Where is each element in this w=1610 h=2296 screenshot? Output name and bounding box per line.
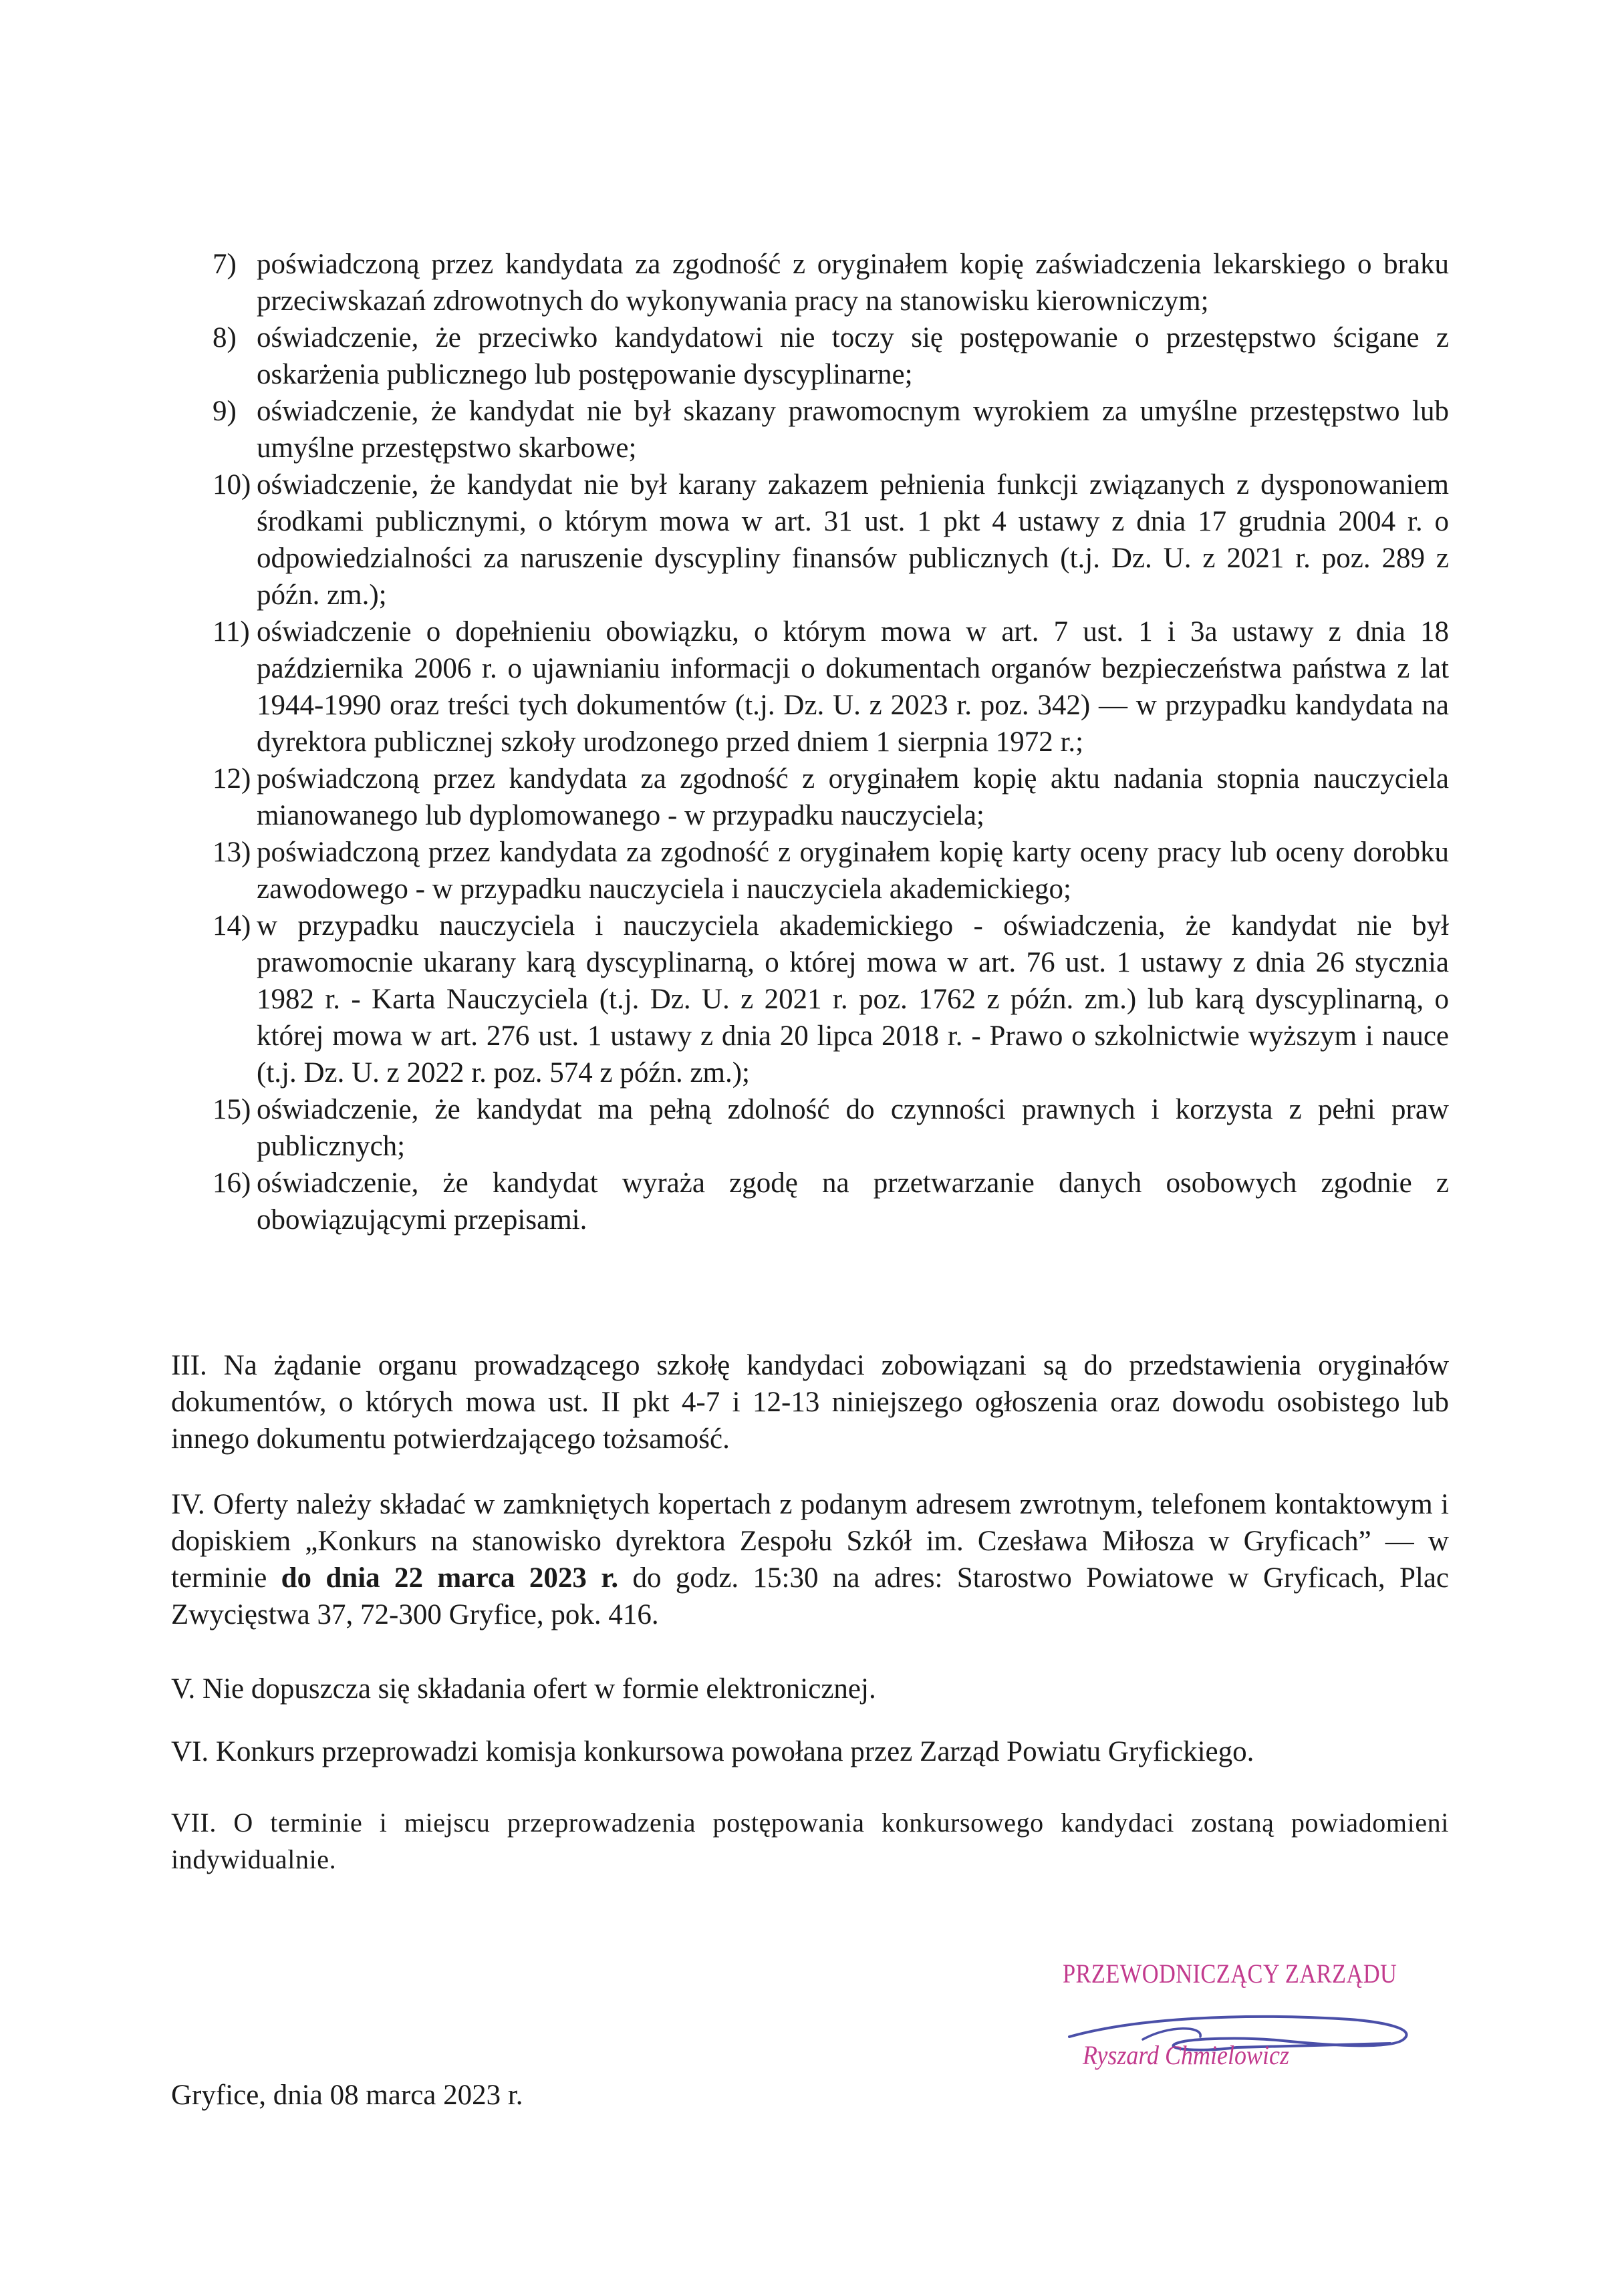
stamp-name: Ryszard Chmielowicz xyxy=(1083,2040,1290,2070)
list-item xyxy=(213,319,1449,393)
item-text: oświadczenie, że kandydat wyraża zgodę na przetwarzanie danych osobowych zgodnie z obowiązującymi przepisami. xyxy=(257,1167,1449,1236)
item-text: oświadczenie, że kandydat nie był karany zakazem pełnienia funkcji związanych z dysponowaniem środkami publicznymi, o którym mowa w art. 31 ust. 1 pkt 4 ustawy z dnia 17 grudnia 2004 r. o odpowiedzialności za naruszenie dyscypliny finansów publicznych (t.j. Dz. U. z 2021 r. poz. 289 z późn. zm.); xyxy=(257,469,1449,611)
item-number: 7) xyxy=(213,249,237,280)
official-stamp xyxy=(1043,1958,1417,2085)
section-iv-text-end: do godz. 15:30 na adres: Starostwo Powiatowe w Gryficach, Plac Zwycięstwa 37, 72-300 Gryfice, pok. 416. xyxy=(171,1562,1449,1630)
item-number: 11) xyxy=(213,616,250,648)
item-text: poświadczoną przez kandydata za zgodność z oryginałem kopię karty oceny pracy lub oceny dorobku zawodowego - w przypadku nauczyciela i nauczyciela akademickiego; xyxy=(257,837,1449,905)
section-iii-paragraph: III. Na żądanie organu prowadzącego szkołę kandydaci zobowiązani są do przedstawienia oryginałów dokumentów, o których mowa ust. II pkt 4-7 i 12-13 niniejszego ogłoszenia oraz dowodu osobistego lub innego dokumentu potwierdzającego tożsamość. xyxy=(171,1350,1449,1455)
list-item xyxy=(213,1091,1449,1165)
item-number: 8) xyxy=(213,322,237,353)
item-text: oświadczenie, że przeciwko kandydatowi nie toczy się postępowanie o przestępstwo ścigane z oskarżenia publicznego lub postępowanie dyscyplinarne; xyxy=(257,322,1449,390)
list-item xyxy=(213,1165,1449,1238)
deadline-date: do dnia 22 marca 2023 r. xyxy=(281,1562,619,1594)
list-item xyxy=(213,466,1449,613)
item-number: 10) xyxy=(213,469,251,500)
item-text: w przypadku nauczyciela i nauczyciela akademickiego - oświadczenia, że kandydat nie był prawomocnie ukarany karą dyscyplinarną, o której mowa w art. 76 ust. 1 ustawy z dnia 26 stycznia 1982 r. - Karta Nauczyciela (t.j. Dz. U. z 2021 r. poz. 1762 z późn. zm.) lub karą dyscyplinarną, o której mowa w art. 276 ust. 1 ustawy z dnia 20 lipca 2018 r. - Prawo o szkolnictwie wyższym i nauce (t.j. Dz. U. z 2022 r. poz. 574 z późn. zm.); xyxy=(257,910,1449,1089)
item-text: oświadczenie, że kandydat nie był skazany prawomocnym wyrokiem za umyślne przestępstwo lub umyślne przestępstwo skarbowe; xyxy=(257,396,1449,464)
item-number: 13) xyxy=(213,837,251,868)
item-number: 9) xyxy=(213,396,237,427)
item-text: poświadczoną przez kandydata za zgodność z oryginałem kopię zaświadczenia lekarskiego o braku przeciwskazań zdrowotnych do wykonywania pracy na stanowisku kierowniczym; xyxy=(257,249,1449,317)
item-number: 15) xyxy=(213,1094,251,1125)
item-number: 14) xyxy=(213,910,251,942)
stamp-title: PRZEWODNICZĄCY ZARZĄDU xyxy=(1063,1959,1397,1989)
list-item xyxy=(213,613,1449,760)
item-text: oświadczenie o dopełnieniu obowiązku, o którym mowa w art. 7 ust. 1 i 3a ustawy z dnia 18 października 2006 r. o ujawnianiu informacji o dokumentach organów bezpieczeństwa państwa z lat 1944-1990 oraz treści tych dokumentów (t.j. Dz. U. z 2023 r. poz. 342) — w przypadku kandydata na dyrektora publicznej szkoły urodzonego przed dniem 1 sierpnia 1972 r.; xyxy=(257,616,1449,758)
item-text: poświadczoną przez kandydata za zgodność z oryginałem kopię aktu nadania stopnia nauczyciela mianowanego lub dyplomowanego - w przypadku nauczyciela; xyxy=(257,763,1449,831)
section-iv-text-start: IV. Oferty należy składać w zamkniętych kopertach z podanym adresem zwrotnym, telefonem kontaktowym i dopiskiem „Konkurs na stanowisko dyrektora Zespołu Szkół im. Czesława Miłosza w Gryficach” — w terminie xyxy=(171,1489,1449,1594)
list-item xyxy=(213,834,1449,907)
item-number: 16) xyxy=(213,1167,251,1199)
item-text: oświadczenie, że kandydat ma pełną zdolność do czynności prawnych i korzysta z pełni praw publicznych; xyxy=(257,1094,1449,1162)
list-item xyxy=(213,760,1449,834)
section-vii-paragraph: VII. O terminie i miejscu przeprowadzenia postępowania konkursowego kandydaci zostaną powiadomieni indywidualnie. xyxy=(171,1808,1449,1874)
section-v-paragraph: V. Nie dopuszcza się składania ofert w formie elektronicznej. xyxy=(171,1673,876,1705)
document-date: Gryfice, dnia 08 marca 2023 r. xyxy=(171,2079,523,2111)
item-number: 12) xyxy=(213,763,251,795)
section-vi-paragraph: VI. Konkurs przeprowadzi komisja konkursowa powołana przez Zarząd Powiatu Gryfickiego. xyxy=(171,1736,1254,1767)
requirements-list xyxy=(213,246,1449,1238)
list-item xyxy=(213,246,1449,319)
list-item xyxy=(213,907,1449,1091)
list-item xyxy=(213,393,1449,466)
section-iv-paragraph xyxy=(171,1486,1449,1633)
